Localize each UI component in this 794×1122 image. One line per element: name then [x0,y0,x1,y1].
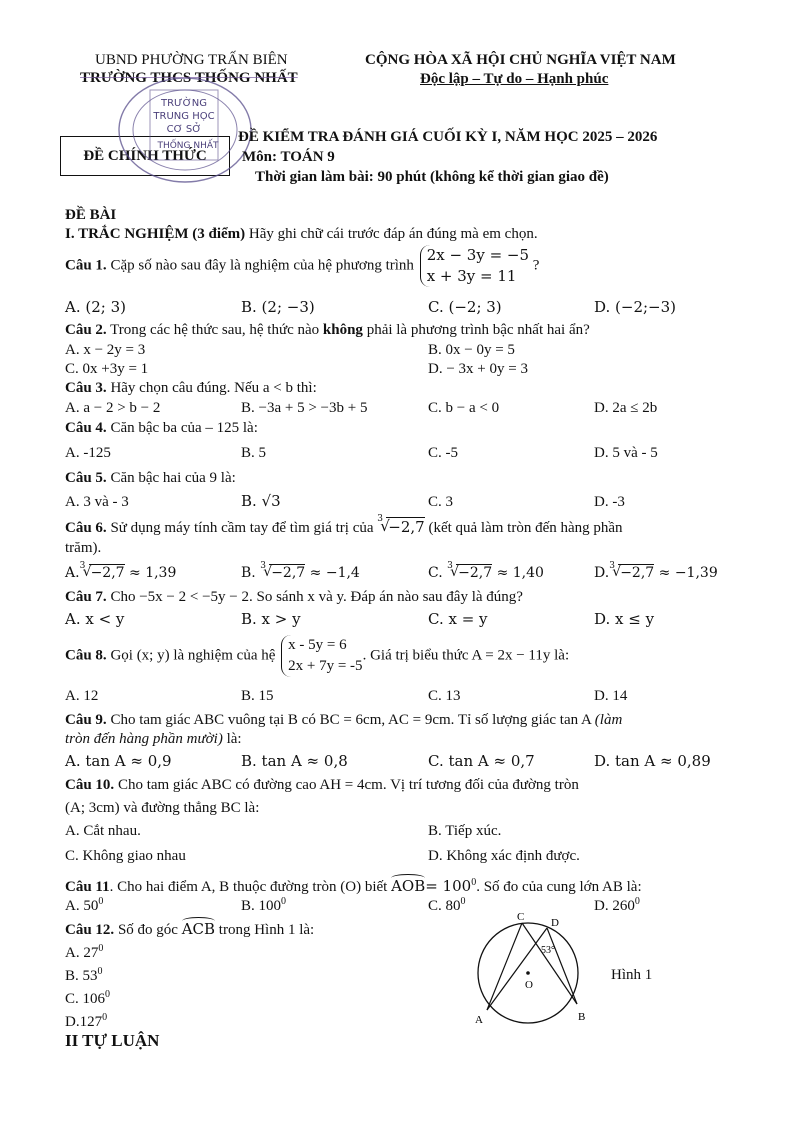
question-9: Câu 9. Cho tam giác ABC vuông tại B có BC = 6cm, AC = 9cm. Tỉ số lượng giác tan A (làm [65,712,623,728]
question-2: Câu 2. Trong các hệ thức sau, hệ thức nào không phải là phương trình bậc nhất hai ẩn? [65,322,590,338]
q6-option-a[interactable]: A. 3 √ −2,7 ≈ 1,39 [65,565,176,581]
question-10: Câu 10. Cho tam giác ABC có đường cao AH = 4cm. Vị trí tương đối của đường tròn [65,777,579,793]
section-title: ĐỀ BÀI [65,207,117,223]
question-5: Câu 5. Căn bậc hai của 9 là: [65,470,236,486]
part1-title: I. TRẮC NGHIỆM (3 điểm) [65,226,246,242]
svg-text:TRƯỜNG: TRƯỜNG [161,98,207,109]
school-name: TRƯỜNG THCS THỐNG NHẤT [80,70,298,86]
exam-time: Thời gian làm bài: 90 phút (không kể thời gian giao đề) [255,169,609,185]
q10-option-c[interactable]: C. Không giao nhau [65,848,186,864]
angle-label: 53° [541,945,555,956]
q2-option-d[interactable]: D. − 3x + 0y = 3 [428,361,528,377]
svg-text:TRUNG HỌC: TRUNG HỌC [153,111,215,122]
question-11: Câu 11. Cho hai điểm A, B thuộc đường tròn (O) biết $AOB= 100^0$. Số đo của cung lớn AB là: [65,877,642,895]
q2-option-c[interactable]: C. 0x +3y = 1 [65,361,149,377]
q8-option-a[interactable]: A. 12 [65,688,99,704]
q1-option-b[interactable]: B. (2; −3) [241,298,315,316]
q7-option-d[interactable]: D. x ≤ y [594,610,655,628]
q8-option-b[interactable]: B. 15 [241,688,274,704]
q6-option-d[interactable]: D. 3 √ −2,7 ≈ −1,39 [594,565,718,581]
q4-option-c[interactable]: C. -5 [428,445,458,461]
national-motto: Độc lập – Tự do – Hạnh phúc [420,71,609,87]
q5-option-d[interactable]: D. -3 [594,494,625,510]
label-a: A [475,1014,483,1026]
question-7: Câu 7. Cho −5x − 2 < −5y − 2. So sánh x và y. Đáp án nào sau đây là đúng? [65,589,523,605]
q1-option-c[interactable]: C. (−2; 3) [428,298,502,316]
arc-aob: AOB [391,877,426,895]
q9-option-d[interactable]: D. tan A ≈ 0,89 [594,752,711,770]
q12-option-a[interactable]: A. $27^0$ [65,943,104,961]
q2-option-b[interactable]: B. 0x − 0y = 5 [428,342,515,358]
q2-option-a[interactable]: A. x − 2y = 3 [65,342,146,358]
q11-option-a[interactable]: A. $50^0$ [65,896,104,914]
exam-subject: Môn: TOÁN 9 [242,149,335,165]
part1-heading [65,226,538,243]
q1-text: Cặp số nào sau đây là nghiệm của hệ phương trình [110,257,414,274]
svg-text:CƠ SỞ: CƠ SỞ [166,124,202,135]
q1-label: Câu 1. [65,257,107,274]
q8-option-c[interactable]: C. 13 [428,688,461,704]
question-12: Câu 12. Số đo góc ACB trong Hình 1 là: [65,920,315,938]
q3-option-c[interactable]: C. b − a < 0 [428,400,500,416]
label-o: O [525,979,533,991]
label-b: B [578,1011,586,1023]
part1-instruction: Hãy ghi chữ cái trước đáp án đúng mà em chọn. [248,226,538,242]
q11-option-b[interactable]: B. $100^0$ [241,896,287,914]
q11-option-c[interactable]: C. $80^0$ [428,896,466,914]
figure-caption: Hình 1 [611,967,653,983]
question-1: Câu 1. Cặp số nào sau đây là nghiệm của hệ phương trình 2x − 3y = −5 x + 3y = 11 ? [65,246,540,285]
q9-option-b[interactable]: B. tan A ≈ 0,8 [241,752,348,770]
q8-system: x - 5y = 6 2x + 7y = -5 [281,635,362,677]
q7-option-c[interactable]: C. x = y [428,610,488,628]
q11-option-d[interactable]: D. $260^0$ [594,896,640,914]
figure-circle [465,908,605,1028]
q8-option-d[interactable]: D. 14 [594,688,628,704]
q12-option-b[interactable]: B. $53^0$ [65,966,103,984]
cube-root: 3 √ −2,7 [377,518,424,536]
q3-option-b[interactable]: B. −3a + 5 > −3b + 5 [241,400,368,416]
q5-option-c[interactable]: C. 3 [428,494,454,510]
question-4: Câu 4. Căn bậc ba của – 125 là: [65,420,258,436]
q10-option-d[interactable]: D. Không xác định được. [428,848,580,864]
q1-option-a[interactable]: A. (2; 3) [65,298,126,316]
q3-option-d[interactable]: D. 2a ≤ 2b [594,400,658,416]
q12-option-c[interactable]: C. $106^0$ [65,989,111,1007]
q10-option-a[interactable]: A. Cắt nhau. [65,823,141,839]
q4-option-b[interactable]: B. 5 [241,445,267,461]
q9-option-a[interactable]: A. tan A ≈ 0,9 [65,752,172,770]
q10-option-b[interactable]: B. Tiếp xúc. [428,823,502,839]
question-10-line2: (A; 3cm) và đường thẳng BC là: [65,800,260,816]
q5-option-a[interactable]: A. 3 và - 3 [65,494,129,510]
q7-option-b[interactable]: B. x > y [241,610,301,628]
q5-option-b[interactable]: B. √3 [241,492,281,510]
q6-text-line2: trăm). [65,540,102,556]
q4-option-a[interactable]: A. -125 [65,445,111,461]
label-c: C [517,911,525,923]
department-name: UBND PHƯỜNG TRẤN BIÊN [95,52,288,68]
q1-option-d[interactable]: D. (−2;−3) [594,298,677,316]
q6-option-c[interactable]: C. 3 √ −2,7 ≈ 1,40 [428,565,544,581]
q4-option-d[interactable]: D. 5 và - 5 [594,445,658,461]
part2-title: II TỰ LUẬN [65,1031,160,1050]
q9-option-c[interactable]: C. tan A ≈ 0,7 [428,752,535,770]
svg-text:THỐNG NHẤT: THỐNG NHẤT [157,141,219,151]
question-3: Câu 3. Hãy chọn câu đúng. Nếu a < b thì: [65,380,317,396]
q1-system: 2x − 3y = −5 x + 3y = 11 [420,245,529,287]
question-9-line2: tròn đến hàng phần mười) là: [65,731,242,747]
q7-option-a[interactable]: A. x < y [65,610,125,628]
q3-option-a[interactable]: A. a − 2 > b − 2 [65,400,161,416]
question-6: Câu 6. Sử dụng máy tính cầm tay để tìm giá trị của 3 √ −2,7 (kết quả làm tròn đến hàng phần [65,518,623,537]
question-8: Câu 8. Gọi (x; y) là nghiệm của hệ x - 5y = 6 2x + 7y = -5. Giá trị biểu thức A = 2x − 11y là: [65,635,569,677]
q6-option-b[interactable]: B. 3 √ −2,7 ≈ −1,4 [241,565,360,581]
official-box: ĐỀ CHÍNH THỨC [60,136,230,176]
q12-option-d[interactable]: D.127$^0$ [65,1012,108,1030]
exam-title: ĐỀ KIỂM TRA ĐÁNH GIÁ CUỐI KỲ I, NĂM HỌC 2025 – 2026 [238,129,658,145]
arc-acb: ACB [181,920,216,938]
national-title: CỘNG HÒA XÃ HỘI CHỦ NGHĨA VIỆT NAM [365,52,676,68]
label-d: D [551,917,559,929]
